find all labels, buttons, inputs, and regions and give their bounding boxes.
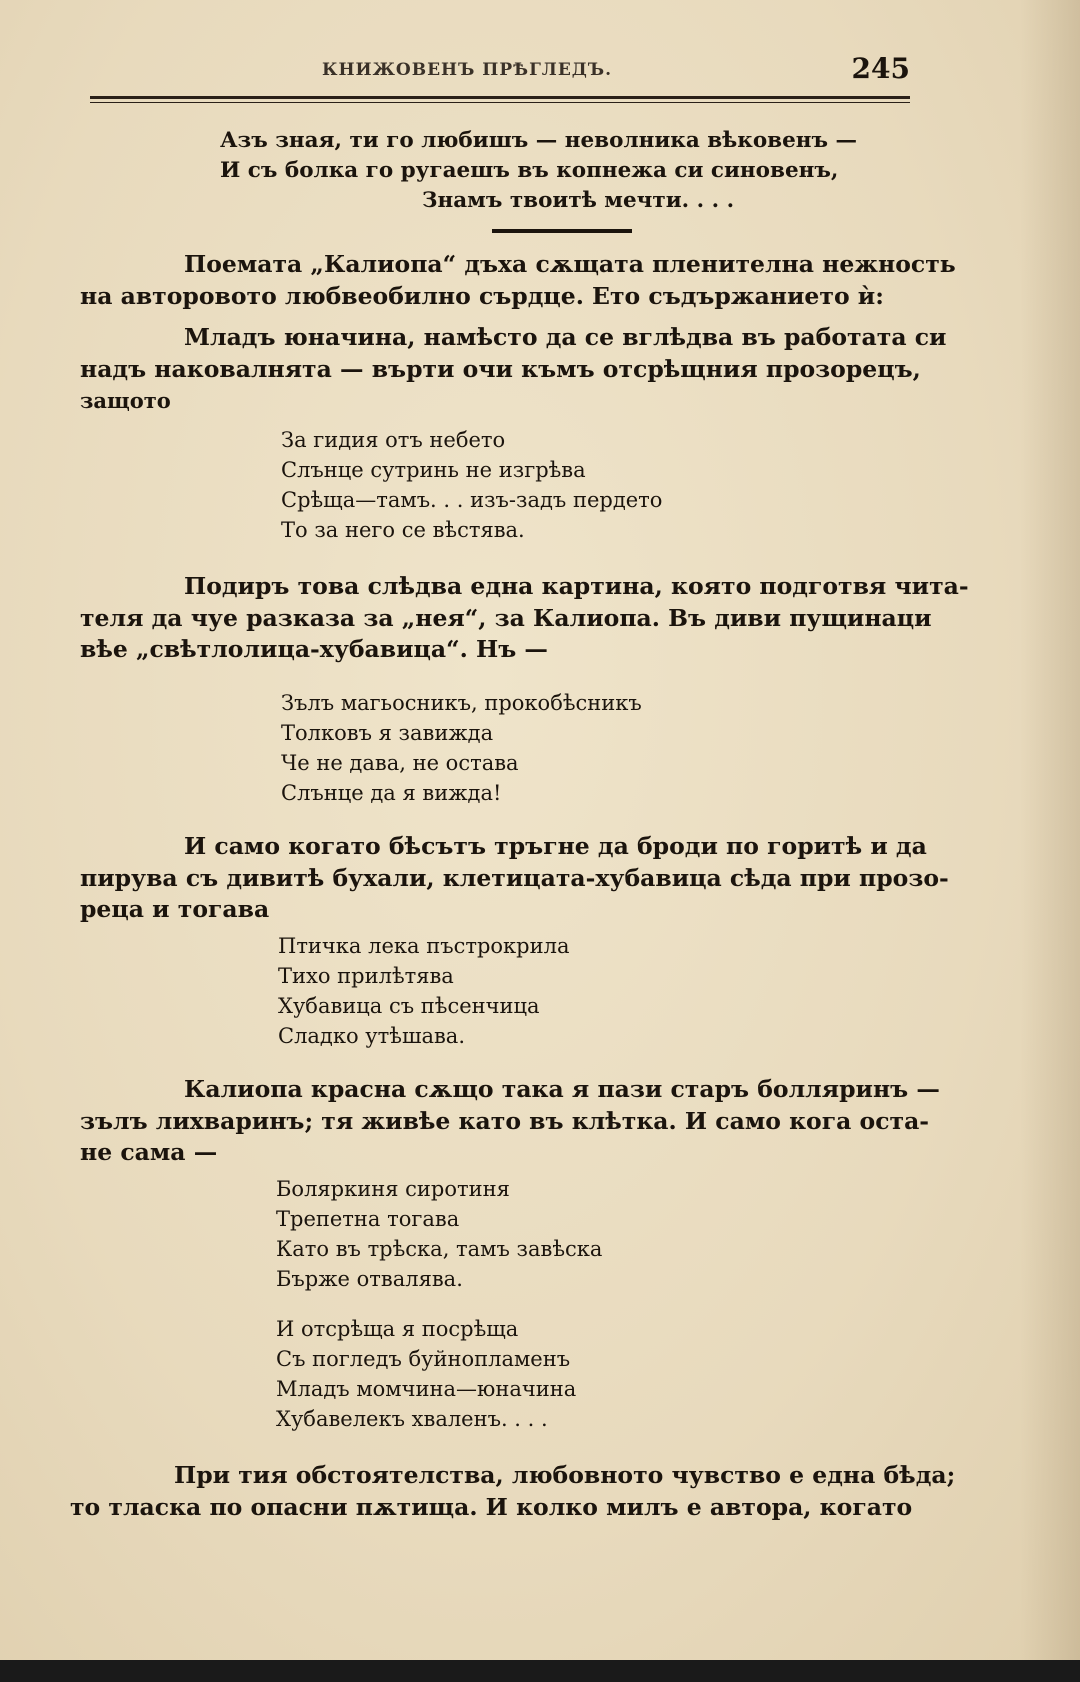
- text-line: Подиръ това слѣдва една картина, която подготвя чита-: [184, 572, 969, 600]
- paragraph-6: [70, 1460, 956, 1523]
- verse-line: За гидия отъ небето: [281, 428, 506, 452]
- text-line: Младъ юначина, намѣсто да се вглѣдва въ работата си: [184, 323, 947, 351]
- verse-line: Срѣща—тамъ. . . изъ-задъ пердето: [281, 488, 663, 512]
- verse-line: Слънце да я вижда!: [281, 781, 502, 805]
- verse-line: Сладко утѣшава.: [278, 1024, 466, 1048]
- verse-line: Че не дава, не остава: [281, 751, 519, 775]
- verse-3: [281, 688, 642, 808]
- verse-2: [281, 425, 662, 545]
- verse-line: Знамъ твоитѣ мечти. . . .: [422, 188, 735, 213]
- text-line: реца и тогава: [80, 895, 270, 923]
- header-rule: [90, 96, 910, 99]
- verse-5: [276, 1174, 602, 1294]
- verse-line: Боляркиня сиротиня: [276, 1177, 510, 1201]
- text-line: Поемата „Калиопа“ дъха сѫщата пленителна нежность: [184, 250, 956, 278]
- verse-line: Бърже отвалява.: [276, 1267, 463, 1291]
- text-line: При тия обстоятелства, любовното чувство е една бѣда;: [174, 1461, 956, 1489]
- paragraph-5: [80, 1074, 940, 1169]
- verse-line: То за него се вѣстява.: [281, 518, 525, 542]
- verse-line: Слънце сутринь не изгрѣва: [281, 458, 586, 482]
- text-line: пирува съ дивитѣ бухали, клетицата-хубавица сѣда при прозо-: [80, 863, 949, 892]
- text-line: не сама —: [80, 1138, 218, 1166]
- page-header: [90, 52, 910, 92]
- verse-line: Трепетна тогава: [276, 1207, 460, 1231]
- verse-line: Съ погледъ буйнопламенъ: [276, 1347, 571, 1371]
- text-line: Калиопа красна сѫщо така я пази старъ болляринъ —: [184, 1075, 940, 1103]
- verse-line: И съ болка го ругаешъ въ копнежа си синовенъ,: [220, 158, 839, 183]
- text-line: защото: [80, 388, 171, 413]
- page-number: 245: [851, 52, 910, 85]
- verse-line: Хубавица съ пѣсенчица: [278, 994, 540, 1018]
- paragraph-4: [80, 831, 949, 926]
- text-line: И само когато бѣсътъ тръгне да броди по горитѣ и да: [184, 832, 927, 860]
- verse-line: Тихо прилѣтява: [278, 964, 454, 988]
- verse-line: Толковъ я завижда: [281, 721, 494, 745]
- section-divider: [492, 229, 632, 233]
- text-line: надъ наковалнята — върти очи къмъ отсрѣщния прозорецъ,: [80, 354, 921, 383]
- verse-6: [276, 1314, 576, 1434]
- verse-4: [278, 931, 569, 1051]
- verse-line: И отсрѣща я посрѣща: [276, 1317, 519, 1341]
- text-line: на авторовото любвеобилно сърдце. Ето съдържанието ѝ:: [80, 281, 884, 310]
- verse-line: Азъ зная, ти го любишъ — неволника вѣковенъ —: [220, 128, 858, 153]
- paragraph-3: [80, 571, 969, 666]
- verse-line: Младъ момчина—юначина: [276, 1377, 577, 1401]
- text-line: вѣе „свѣтлолица-хубавица“. Нъ —: [80, 635, 548, 663]
- verse-line: Като въ трѣска, тамъ завѣска: [276, 1237, 603, 1261]
- paragraph-2: [80, 322, 947, 417]
- text-line: то тласка по опасни пѫтища. И колко милъ е автора, когато: [70, 1492, 913, 1521]
- paragraph-1: [80, 249, 956, 312]
- running-head: КНИЖОВЕНЪ ПРѢГЛЕДЪ.: [322, 60, 613, 80]
- verse-line: Птичка лека пъстрокрила: [278, 934, 570, 958]
- verse-line: Хубавелекъ хваленъ. . . .: [276, 1407, 548, 1431]
- header-rule-thin: [90, 102, 910, 103]
- page-edge-shadow: [1020, 0, 1080, 1682]
- text-line: зълъ лихваринъ; тя живѣе като въ клѣтка. И само кога оста-: [80, 1106, 930, 1135]
- verse-line: Зълъ магьосникъ, прокобѣсникъ: [281, 691, 642, 715]
- verse-top: [220, 126, 857, 216]
- scan-bottom-edge: [0, 1660, 1080, 1682]
- text-line: теля да чуе разказа за „нея“, за Калиопа. Въ диви пущинаци: [80, 603, 932, 632]
